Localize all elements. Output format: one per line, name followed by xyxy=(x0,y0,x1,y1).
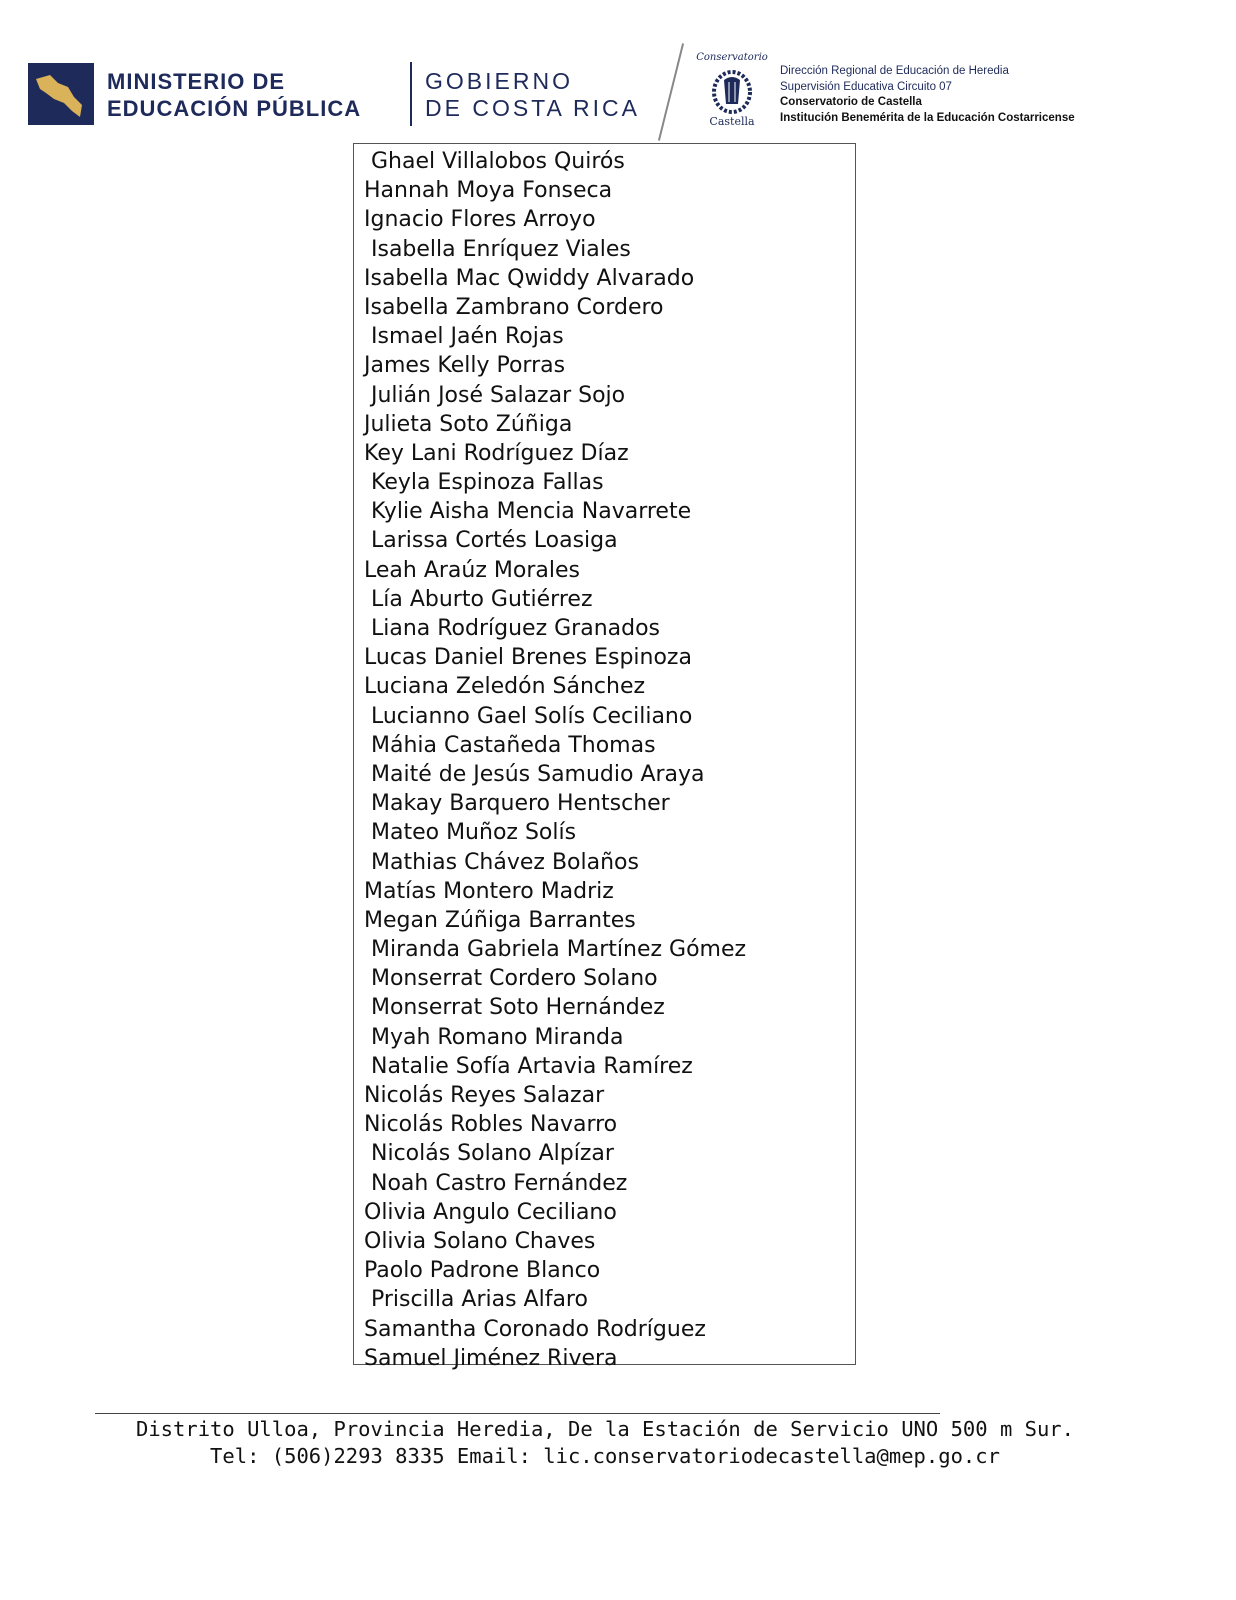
list-item: Julieta Soto Zúñiga xyxy=(364,411,573,437)
list-item: Ghael Villalobos Quirós xyxy=(364,149,625,174)
costa-rica-map-logo xyxy=(28,63,94,125)
list-item: Ignacio Flores Arroyo xyxy=(364,207,596,233)
ministry-line-1: MINISTERIO DE xyxy=(107,69,286,94)
list-item: Máhia Castañeda Thomas xyxy=(364,732,656,758)
footer-divider xyxy=(95,1413,940,1414)
list-item: Lucas Daniel Brenes Espinoza xyxy=(364,645,692,671)
list-item: James Kelly Porras xyxy=(364,353,566,379)
list-item: Kylie Aisha Mencia Navarrete xyxy=(364,499,692,525)
list-item: Leah Araúz Morales xyxy=(364,557,580,583)
list-item: Julián José Salazar Sojo xyxy=(364,382,626,408)
list-item: Natalie Sofía Artavia Ramírez xyxy=(364,1053,693,1079)
list-item: Paolo Padrone Blanco xyxy=(364,1258,601,1284)
list-item: Luciana Zeledón Sánchez xyxy=(364,674,646,700)
slash-divider xyxy=(658,43,684,141)
list-item: Nicolás Solano Alpízar xyxy=(364,1141,614,1167)
list-item: Keyla Espinoza Fallas xyxy=(364,470,604,496)
conservatorio-seal-logo xyxy=(692,48,772,128)
svg-text:Conservatorio: Conservatorio xyxy=(696,52,768,63)
list-item: Isabella Zambrano Cordero xyxy=(364,294,664,320)
list-item: Megan Zúñiga Barrantes xyxy=(364,907,636,933)
ministry-name xyxy=(107,68,361,122)
list-item: Samantha Coronado Rodríguez xyxy=(364,1316,706,1342)
list-item: Lucianno Gael Solís Ceciliano xyxy=(364,703,693,729)
list-item: Larissa Cortés Loasiga xyxy=(364,528,618,554)
list-item: Isabella Mac Qwiddy Alvarado xyxy=(364,265,695,291)
institution-info xyxy=(780,64,1075,126)
list-item: Olivia Solano Chaves xyxy=(364,1228,596,1254)
svg-text:Castella: Castella xyxy=(709,115,755,128)
list-item: Miranda Gabriela Martínez Gómez xyxy=(364,937,747,963)
circuit-supervision: Supervisión Educativa Circuito 07 xyxy=(780,80,952,93)
list-item: Isabella Enríquez Viales xyxy=(364,236,631,262)
list-item: Olivia Angulo Ceciliano xyxy=(364,1199,617,1225)
footer-address: Distrito Ulloa, Provincia Heredia, De la Estación de Servicio UNO 500 m Sur. xyxy=(136,1417,1074,1441)
list-item: Makay Barquero Hentscher xyxy=(364,791,670,817)
list-item: Mateo Muñoz Solís xyxy=(364,820,577,846)
list-item: Noah Castro Fernández xyxy=(364,1170,628,1196)
list-item: Nicolás Reyes Salazar xyxy=(364,1083,605,1108)
list-item: Liana Rodríguez Granados xyxy=(364,616,661,641)
student-name-list xyxy=(353,143,856,1371)
list-item: Myah Romano Miranda xyxy=(364,1024,624,1050)
list-item: Maité de Jesús Samudio Araya xyxy=(364,761,705,787)
conservatory-name: Conservatorio de Castella xyxy=(780,96,922,108)
list-item: Priscilla Arias Alfaro xyxy=(364,1287,588,1313)
header-divider xyxy=(410,62,412,126)
list-item: Nicolás Robles Navarro xyxy=(364,1112,618,1138)
ministry-line-2: EDUCACIÓN PÚBLICA xyxy=(107,96,362,121)
regional-direction: Dirección Regional de Educación de Heredia xyxy=(780,65,1009,77)
list-item: Mathias Chávez Bolaños xyxy=(364,849,639,875)
list-item: Monserrat Cordero Solano xyxy=(364,966,658,992)
government-line-2: DE COSTA RICA xyxy=(425,95,640,121)
list-item: Samuel Jiménez Rivera xyxy=(364,1345,618,1371)
government-name xyxy=(425,68,640,122)
institution-motto: Institución Benemérita de la Educación Costarricense xyxy=(780,111,1075,124)
list-item: Ismael Jaén Rojas xyxy=(364,324,564,350)
list-item: Monserrat Soto Hernández xyxy=(364,995,665,1021)
list-item: Key Lani Rodríguez Díaz xyxy=(364,440,629,466)
government-line-1: GOBIERNO xyxy=(425,68,573,94)
list-item: Hannah Moya Fonseca xyxy=(364,178,613,204)
footer-contact: Tel: (506)2293 8335 Email: lic.conservatoriodecastella@mep.go.cr xyxy=(210,1444,1000,1468)
list-item: Lía Aburto Gutiérrez xyxy=(364,586,593,612)
list-item: Matías Montero Madriz xyxy=(364,878,614,904)
